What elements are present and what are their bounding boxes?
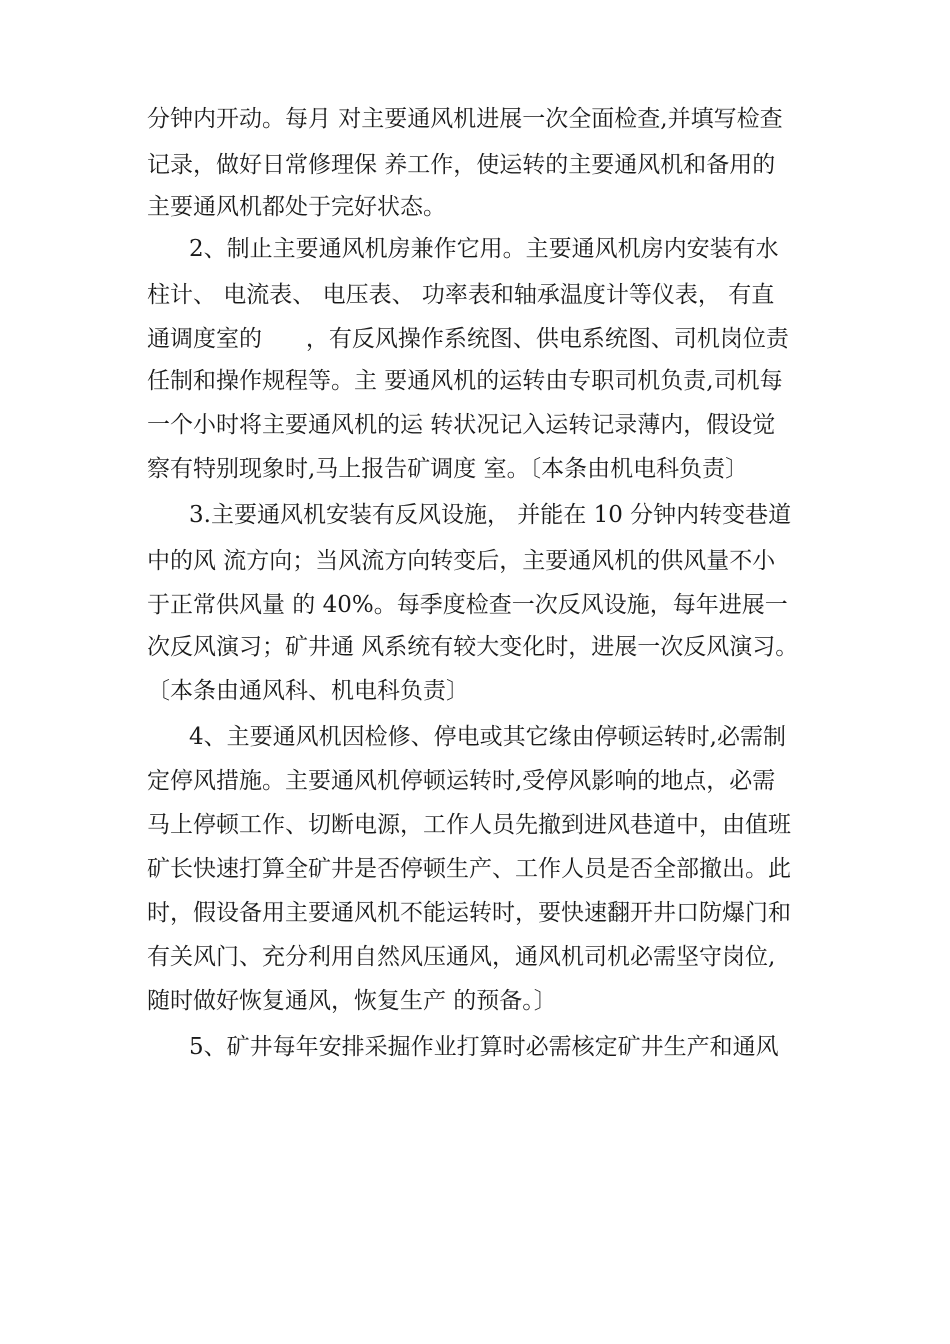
text-line-content: 5、矿井每年安排采掘作业打算时必需核定矿井生产和通风 xyxy=(189,1034,779,1060)
text-line-content: 记录，做好日常修理保 养工作，使运转的主要通风机和备用的 xyxy=(147,152,776,178)
text-line-content: 中的风 流方向；当风流方向转变后，主要通风机的供风量不小 xyxy=(147,548,776,574)
text-line-content: 一个小时将主要通风机的运 转状况记入运转记录薄内，假设觉 xyxy=(147,412,776,438)
text-line-content: 2、制止主要通风机房兼作它用。主要通风机房内安装有水 xyxy=(189,236,779,262)
text-line-content: 有关风门、充分利用自然风压通风，通风机司机必需坚守岗位, xyxy=(147,944,776,970)
text-line-content: 任制和操作规程等。主 要通风机的运转由专职司机负责,司机每 xyxy=(147,368,783,394)
text-line-content: 矿长快速打算全矿井是否停顿生产、工作人员是否全部撤出。此 xyxy=(147,856,791,882)
text-line xyxy=(0,665,950,717)
text-line-content: 分钟内开动。每月 对主要通风机进展一次全面检查,并填写检查 xyxy=(147,106,783,132)
text-line xyxy=(0,489,950,541)
text-line-content: 3.主要通风机安装有反风设施， 并能在 10 分钟内转变巷道 xyxy=(189,502,792,528)
text-line xyxy=(0,93,950,145)
text-line-content: 于正常供风量 的 40%。每季度检查一次反风设施，每年进展一 xyxy=(147,592,788,618)
text-line-content: 柱计、 电流表、 电压表、 功率表和轴承温度计等仪表， 有直 xyxy=(147,282,775,308)
text-line-content: 次反风演习；矿井通 风系统有较大变化时，进展一次反风演习。 xyxy=(147,634,799,660)
text-line-content: 马上停顿工作、切断电源，工作人员先撤到进风巷道中，由值班 xyxy=(147,812,791,838)
text-line xyxy=(0,223,950,275)
text-line-content: 〔本条由通风科、机电科负责〕 xyxy=(147,678,469,704)
text-line xyxy=(0,1021,950,1073)
text-line-content: 时，假设备用主要通风机不能运转时，要快速翻开井口防爆门和 xyxy=(147,900,791,926)
text-line-content: 随时做好恢复通风，恢复生产 的预备。〕 xyxy=(147,988,557,1014)
text-line-content: 4、主要通风机因检修、停电或其它缘由停顿运转时,必需制 xyxy=(189,724,786,750)
text-line-content: 通调度室的 ，有反风操作系统图、供电系统图、司机岗位责 xyxy=(147,326,789,352)
text-line xyxy=(0,443,950,495)
text-line-content: 主要通风机都处于完好状态。 xyxy=(147,194,446,220)
text-line-content: 定停风措施。主要通风机停顿运转时,受停风影响的地点，必需 xyxy=(147,768,776,794)
text-line-content: 察有特别现象时,马上报告矿调度 室。〔本条由机电科负责〕 xyxy=(147,456,749,482)
text-line xyxy=(0,975,950,1027)
